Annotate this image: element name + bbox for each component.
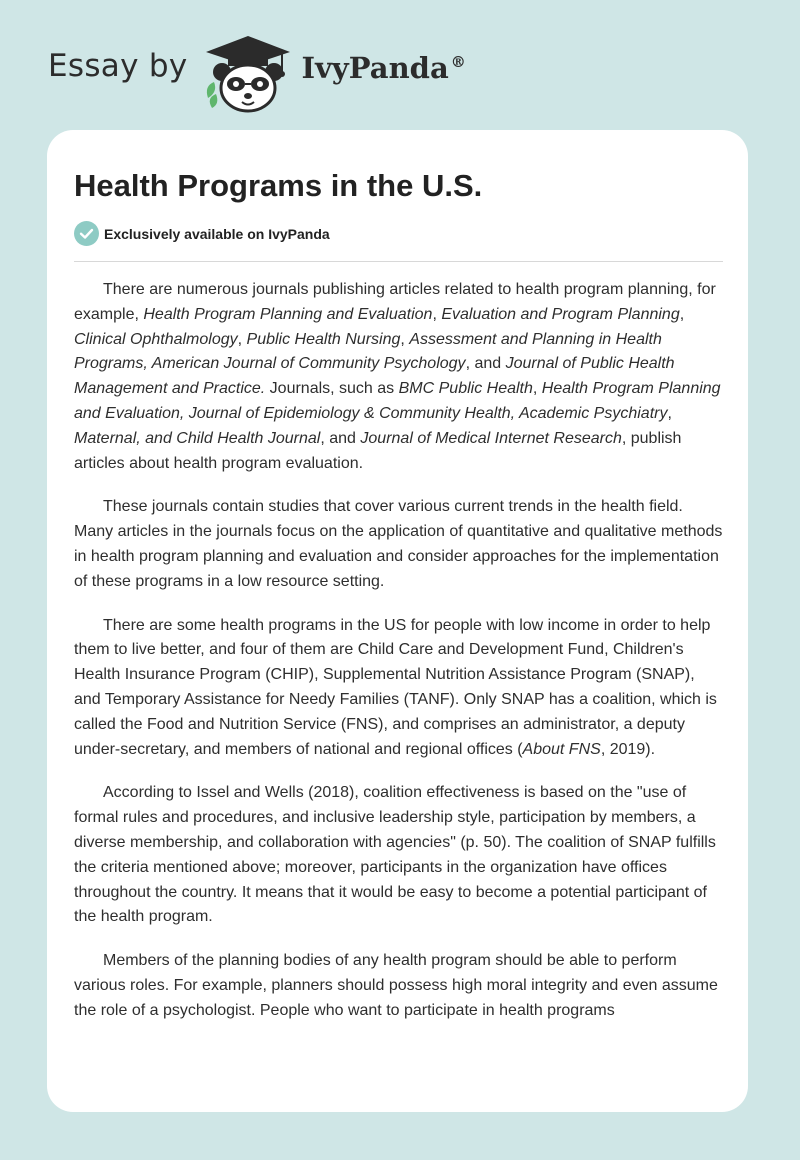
paragraph: These journals contain studies that cover various current trends in the health field. Many articles in the journals focus on the application of quantitative and qualitative methods in health program planning and evaluation and consider approaches for the implementation of these programs in a low resource setting. [74, 498, 723, 590]
page-title: Health Programs in the U.S. [74, 168, 483, 203]
check-circle-icon [74, 221, 99, 246]
brand-name [302, 51, 466, 85]
italic-title: Evaluation and Program Planning [441, 305, 680, 323]
paragraph: There are numerous journals publishing articles related to health program planning, for example, Health Program Planning and Evaluation, Evaluation and Program Planning, Clinical Ophthalmology, Public Health Nursing, Assessment and Planning in Health Programs, American Journal of Community Psychology, and Journal of Public Health Management and Practice. Journals, such as BMC Public Health, Health Program Planning and Evaluation, Journal of Epidemiology & Community Health, Academic Psychiatry, Maternal, and Child Health Journal, and Journal of Medical Internet Research, publish articles about health program evaluation. [74, 281, 721, 472]
italic-title: Maternal, and Child Health Journal [74, 429, 321, 447]
title-divider [74, 261, 723, 262]
essay-body [74, 278, 724, 1043]
paragraph: According to Issel and Wells (2018), coalition effectiveness is based on the "use of formal rules and procedures, and inclusive leadership style, participation by members, a diverse membership, and collaboration with agencies" (p. 50). The coalition of SNAP fulfills the criteria mentioned above; moreover, participants in the organization have offices throughout the country. It means that it would be easy to become a potential participant of the health program. [74, 784, 716, 926]
registered-mark: ® [450, 53, 466, 72]
brand-prefix: Essay by [48, 48, 188, 84]
italic-title: Health Program Planning and Evaluation, Journal of Epidemiology & Community Health, Academic Psychiatry [74, 380, 721, 422]
brand-name-text: IvyPanda [301, 51, 449, 85]
italic-title: About FNS [522, 740, 601, 758]
badge-text: Exclusively available on IvyPanda [104, 225, 330, 242]
exclusive-badge [74, 221, 330, 246]
paragraph: There are some health programs in the US for people with low income in order to help them to live better, and four of them are Child Care and Development Fund, Children's Health Insurance Program (CHIP), Supplemental Nutrition Assistance Program (SNAP), and Temporary Assistance for Needy Families (TANF). Only SNAP has a coalition, which is called the Food and Nutrition Service (FNS), and comprises an administrator, a deputy under-secretary, and members of national and regional offices (About FNS, 2019). [74, 616, 717, 758]
italic-title: Journal of Medical Internet Research [360, 429, 622, 447]
italic-title: Journal of Public Health Management and Practice. [74, 355, 675, 398]
italic-title: Health Program Planning and Evaluation [143, 305, 433, 323]
paragraph: Members of the planning bodies of any health program should be able to perform various roles. For example, planners should possess high moral integrity and even assume the role of a psychologist. People who want to participate in health programs [74, 952, 718, 1019]
essay-card [47, 130, 748, 1112]
italic-title: Public Health Nursing [246, 330, 401, 348]
brand-header[interactable] [48, 34, 466, 114]
panda-logo-icon [202, 34, 294, 114]
italic-title: Clinical Ophthalmology [74, 330, 238, 348]
italic-title: BMC Public Health [398, 380, 533, 398]
italic-title: Assessment and Planning in Health Programs, American Journal of Community Psychology [74, 330, 662, 373]
